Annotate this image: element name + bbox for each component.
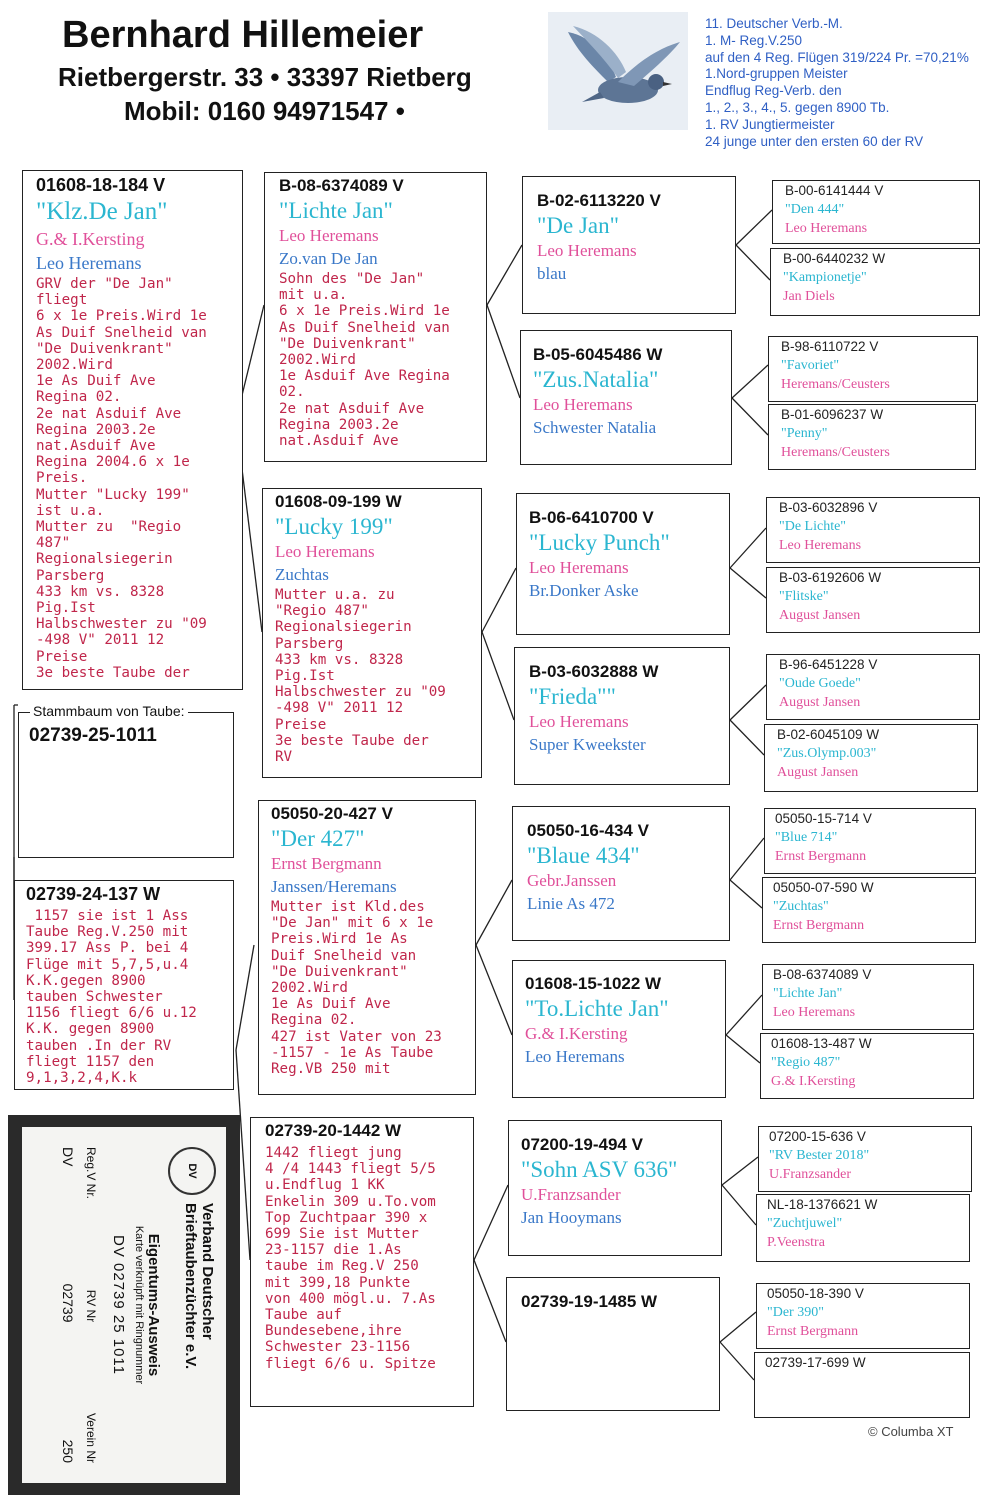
ring-number: 02739-19-1485 W	[521, 1292, 658, 1311]
ring-number: 05050-20-427 V	[271, 804, 393, 823]
pigeon-name: "Regio 487"	[771, 1055, 841, 1070]
gen4-box	[766, 654, 980, 720]
breeder: August Jansen	[779, 608, 861, 623]
breeder: Ernst Bergmann	[767, 1324, 859, 1339]
pigeon-name: "Oude Goede"	[779, 676, 861, 691]
ring-number: NL-18-1376621 W	[767, 1197, 878, 1212]
breeder-name: Bernhard Hillemeier	[62, 14, 424, 56]
lineage: blau	[537, 264, 567, 283]
ring-number: B-05-6045486 W	[533, 345, 663, 364]
ring-number: 05050-15-714 V	[775, 811, 872, 826]
subject-ring: 02739-25-1011	[29, 725, 157, 746]
card-ring-number: DV 02739 25 1011	[110, 1235, 127, 1375]
pigeon-name: "Frieda""	[529, 684, 616, 709]
ring-number: B-08-6374089 V	[279, 176, 404, 195]
achievement-line: 11. Deutscher Verb.-M.	[705, 16, 843, 31]
ring-number: B-08-6374089 V	[773, 967, 872, 982]
card-reg-value: DV	[60, 1147, 76, 1167]
lineage: Jan Hooymans	[521, 1208, 622, 1227]
pigeon-name: "Der 427"	[271, 826, 365, 851]
gen4-box	[764, 724, 978, 792]
gen4-box	[754, 1352, 970, 1418]
lineage: Linie As 472	[527, 894, 615, 913]
ring-number: 07200-19-494 V	[521, 1135, 643, 1154]
great-grandparent-box	[520, 330, 732, 465]
ring-number: 07200-15-636 V	[769, 1129, 866, 1144]
breeder: Ernst Bergmann	[773, 918, 865, 933]
ring-number: B-01-6096237 W	[781, 407, 884, 422]
great-grandparent-box	[514, 647, 730, 785]
ring-number: 02739-24-137 W	[26, 884, 161, 904]
subject-box	[18, 712, 234, 858]
achievement-line: 1.Nord-gruppen Meister	[705, 66, 848, 82]
breeder: U.Franzsander	[769, 1167, 852, 1182]
great-grandparent-box	[506, 1277, 720, 1411]
ring-number: 05050-07-590 W	[773, 880, 874, 895]
pigeon-name: "RV Bester 2018"	[769, 1148, 870, 1163]
breeder: Gebr.Janssen	[527, 871, 617, 890]
card-org-line2: Brieftaubenzüchter e.V.	[182, 1203, 199, 1370]
gen4-box	[766, 497, 980, 563]
ring-number: 01608-18-184 V	[36, 175, 166, 195]
notes: Mutter ist Kld.des "De Jan" mit 6 x 1e Preis.Wird 1e As Duif Snelheid van "De Duivenkrant" 2002.Wird 1e As Duif Ave Regina 02. 427 ist Vater von 23 -1157 - 1e As Taube Reg.VB 250 mit	[271, 899, 442, 1078]
ring-number: B-00-6141444 V	[785, 183, 884, 198]
grandparent-box	[258, 800, 476, 1095]
gen4-box	[768, 336, 978, 402]
breeder-address: Rietbergerstr. 33 • 33397 Rietberg	[58, 62, 472, 92]
ring-number: B-02-6113220 V	[537, 191, 661, 210]
card-subtitle: Karte verknüpft mit Ringnummer	[133, 1225, 145, 1385]
copyright: © Columba XT	[868, 1424, 954, 1439]
gen4-box	[762, 964, 974, 1030]
mother-box	[14, 880, 234, 1090]
card-title: Eigentums-Ausweis	[145, 1233, 162, 1377]
lineage: Zo.van De Jan	[279, 249, 378, 268]
notes: GRV der "De Jan" fliegt 6 x 1e Preis.Wird 1e As Duif Snelheid van "De Duivenkrant" 2002.Wird 1e As Duif Ave Regina 02. 2e nat Asduif Ave Regina 2003.2e nat.Asduif Ave Regina 2004.6 x 1e Preis. Mutter "Lucky 199" ist u.a. Mutter zu "Regio 487" Regionalsiegerin Parsberg 433 km vs. 8328 Pig.Ist Halbschwester zu "09 -498 V" 2011 12 Preise 3e beste Taube der	[36, 276, 207, 681]
breeder: Leo Heremans	[279, 226, 379, 245]
breeder: Leo Heremans	[533, 395, 633, 414]
lineage: Zuchtas	[275, 565, 329, 584]
gen4-box	[764, 808, 976, 874]
gen4-box	[758, 1126, 972, 1192]
grandparent-box	[264, 172, 487, 462]
notes: Sohn des "De Jan" mit u.a. 6 x 1e Preis.Wird 1e As Duif Snelheid van "De Duivenkrant" 2002.Wird 1e Asduif Ave Regina 02. 2e nat Asduif Ave Regina 2003.2e nat.Asduif Ave	[279, 271, 450, 450]
ring-number: B-96-6451228 V	[779, 657, 878, 672]
breeder: August Jansen	[777, 765, 859, 780]
ring-number: B-03-6192606 W	[779, 570, 882, 585]
pigeon-name: "Penny"	[781, 426, 828, 441]
great-grandparent-box	[516, 493, 730, 635]
great-grandparent-box	[522, 176, 736, 314]
achievement-line: 1. M- Reg.V.250	[705, 32, 803, 48]
ring-number: B-98-6110722 V	[781, 339, 879, 354]
pigeon-name: "Den 444"	[785, 202, 845, 217]
pigeon-name: "Blue 714"	[775, 830, 838, 845]
gen4-box	[760, 1033, 974, 1099]
pigeon-logo	[548, 12, 688, 130]
pigeon-name: "Flitske"	[779, 589, 829, 604]
breeder: Heremans/Ceusters	[781, 377, 890, 392]
breeder: Leo Heremans	[773, 1005, 856, 1020]
breeder: G.& I.Kersting	[771, 1074, 856, 1089]
ring-number: 01608-15-1022 W	[525, 974, 662, 993]
gen4-box	[762, 877, 976, 943]
ring-number: 01608-09-199 W	[275, 492, 402, 511]
ring-number: B-02-6045109 W	[777, 727, 880, 742]
achievement-line: auf den 4 Reg. Flügen 319/224 Pr. =70,21%	[705, 49, 969, 65]
gen4-box	[772, 180, 980, 244]
gen4-box	[770, 248, 980, 316]
pigeon-name: "Sohn ASV 636"	[521, 1157, 678, 1182]
gen4-box	[756, 1283, 970, 1349]
notes: 1442 fliegt jung 4 /4 1443 fliegt 5/5 u.Endflug 1 KK Enkelin 309 u.To.vom Top Zuchtpaar 390 x 699 Sie ist Mutter 23-1157 die 1.As taube im Reg.V 250 mit 399,18 Punkte von 400 mögl.u. 7.As Taube auf Bundesebene,ihre Schwester 23-1156 fliegt 6/6 u. Spitze	[265, 1145, 436, 1372]
notes: 1157 sie ist 1 Ass Taube Reg.V.250 mit 399.17 Ass P. bei 4 Flüge mit 5,7,5,u.4 K.K.gegen 8900 tauben Schwester 1156 fliegt 6/6 u.12 K.K. gegen 8900 tauben .In der RV fliegt 1157 den 9,1,3,2,4,K.k	[26, 908, 197, 1087]
ring-number: 02739-17-699 W	[765, 1355, 866, 1370]
breeder: G.& I.Kersting	[525, 1024, 628, 1043]
breeder: Leo Heremans	[779, 538, 862, 553]
pigeon-name: "Der 390"	[767, 1305, 824, 1320]
breeder: U.Franzsander	[521, 1185, 621, 1204]
lineage: Super Kweekster	[529, 735, 646, 754]
breeder: Leo Heremans	[529, 558, 629, 577]
pigeon-name: "Zus.Olymp.003"	[777, 746, 877, 761]
subject-label: Stammbaum von Taube:	[30, 703, 188, 719]
achievement-line: 1. RV Jungtiermeister	[705, 116, 835, 132]
breeder: Leo Heremans	[785, 221, 868, 236]
gen4-box	[756, 1194, 970, 1262]
ring-number: 05050-16-434 V	[527, 821, 649, 840]
breeder: Leo Heremans	[529, 712, 629, 731]
card-rv-value: 02739	[60, 1283, 76, 1323]
card-verein-label: Verein Nr	[84, 1412, 98, 1463]
pigeon-name: "Lichte Jan"	[773, 986, 843, 1001]
gen4-box	[768, 404, 976, 470]
ring-number: 02739-20-1442 W	[265, 1121, 402, 1140]
ring-number: B-00-6440232 W	[783, 251, 886, 266]
lineage: Br.Donker Aske	[529, 581, 639, 600]
achievement-line: 24 junge unter den ersten 60 der RV	[705, 133, 924, 149]
breeder-mobile: Mobil: 0160 94971547 •	[124, 96, 405, 126]
pigeon-name: "De Lichte"	[779, 519, 847, 534]
pigeon-name: "Kampionetje"	[783, 270, 867, 285]
breeder: Heremans/Ceusters	[781, 445, 890, 460]
breeder: Leo Heremans	[275, 542, 375, 561]
lineage: Leo Heremans	[36, 253, 142, 273]
father-box	[22, 170, 243, 690]
ownership-card	[8, 1115, 240, 1495]
lineage: Schwester Natalia	[533, 418, 657, 437]
ring-number: B-06-6410700 V	[529, 508, 654, 527]
lineage: Janssen/Heremans	[271, 877, 397, 896]
pigeon-name: "Zuchtas"	[773, 899, 829, 914]
notes: Mutter u.a. zu "Regio 487" Regionalsiegerin Parsberg 433 km vs. 8328 Pig.Ist Halbschwester zu "09 -498 V" 2011 12 Preise 3e beste Taube der RV	[275, 587, 446, 766]
pigeon-name: "Lichte Jan"	[279, 198, 393, 223]
pigeon-name: "Zus.Natalia"	[533, 367, 659, 392]
card-verein-value: 250	[60, 1439, 76, 1463]
card-rv-label: RV Nr	[84, 1289, 98, 1323]
ring-number: 05050-18-390 V	[767, 1286, 864, 1301]
breeder: P.Veenstra	[767, 1235, 825, 1250]
grandparent-box	[250, 1117, 474, 1407]
grandparent-box	[262, 488, 482, 778]
card-reg-label: Reg.V Nr.	[84, 1147, 98, 1200]
breeder: Jan Diels	[783, 289, 835, 304]
achievement-line: 1., 2., 3., 4., 5. gegen 8900 Tb.	[705, 99, 890, 115]
pigeon-name: "De Jan"	[537, 213, 620, 238]
ring-number: B-03-6032896 V	[779, 500, 878, 515]
ring-number: B-03-6032888 W	[529, 662, 659, 681]
great-grandparent-box	[512, 960, 726, 1098]
pigeon-name: "Lucky Punch"	[529, 530, 670, 555]
pigeon-name: "Lucky 199"	[275, 514, 393, 539]
association-seal-icon: DV	[168, 1147, 216, 1195]
pigeon-name: "Blaue 434"	[527, 843, 640, 868]
pigeon-name: "Favoriet"	[781, 358, 840, 373]
breeder: Leo Heremans	[537, 241, 637, 260]
pigeon-name: "Klz.De Jan"	[36, 198, 168, 225]
gen4-box	[766, 567, 980, 633]
breeder: Ernst Bergmann	[271, 854, 382, 873]
pigeon-name: "Zuchtjuwel"	[767, 1216, 843, 1231]
great-grandparent-box	[512, 806, 730, 941]
pigeon-name: "To.Lichte Jan"	[525, 996, 669, 1021]
achievement-line: Endflug Reg-Verb. den	[705, 83, 842, 99]
breeder: G.& I.Kersting	[36, 229, 145, 249]
ring-number: 01608-13-487 W	[771, 1036, 872, 1051]
great-grandparent-box	[508, 1120, 722, 1256]
lineage: Leo Heremans	[525, 1047, 625, 1066]
achievements-list	[705, 16, 969, 150]
breeder: Ernst Bergmann	[775, 849, 867, 864]
card-org-line1: Verband Deutscher	[199, 1203, 216, 1340]
breeder: August Jansen	[779, 695, 861, 710]
